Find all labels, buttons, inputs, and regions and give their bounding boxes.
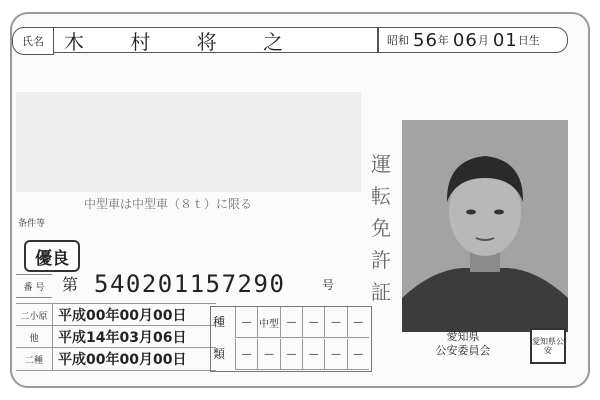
license-number: 540201157290 [94,270,286,298]
type-cell: — [235,339,257,370]
type-cell: — [280,339,302,370]
license-title-vertical: 運 転 免 許 証 [371,152,391,304]
type-cell: — [280,307,302,338]
type-cell: — [347,339,369,370]
name-label: 氏名 [12,27,54,55]
date-row: 他 平成14年03月06日 [16,325,216,348]
name-value: 木 村 将 之 [53,27,378,53]
type-cell: 中型 [257,307,279,338]
condition-text: 中型車は中型車（８ｔ）に限る [84,197,253,211]
type-cell: — [302,339,324,370]
type-cell: — [347,307,369,338]
date-row: 二小原 平成00年00月00日 [16,303,216,326]
conditions-label: 条件等 [18,219,46,229]
license-type-grid [210,306,372,372]
type-cell: — [302,307,324,338]
type-row [235,307,369,338]
type-cell: — [235,307,257,338]
id-photo [402,120,568,332]
portrait-image [402,120,568,332]
type-cell: — [257,339,279,370]
issuing-authority: 愛知県 公安委員会 [435,330,491,357]
date-of-birth: 昭和 56 年 06 月 01 日生 [378,27,568,53]
redacted-address-block [16,92,361,192]
excellent-driver-badge: 優良 [24,240,80,272]
number-prefix: 第 [62,275,79,294]
type-row [235,339,369,370]
number-label: 番 号 [16,274,52,298]
date-row: 二種 平成00年00月00日 [16,347,216,371]
official-seal: 愛知県公安 [530,328,566,364]
type-cell: — [324,307,346,338]
type-label-top: 種 [213,315,226,329]
name-row [12,27,568,57]
license-number-row [16,270,366,298]
type-label-bottom: 類 [213,347,226,361]
type-cell: — [324,339,346,370]
acquisition-dates [16,303,216,371]
number-suffix: 号 [322,278,335,292]
